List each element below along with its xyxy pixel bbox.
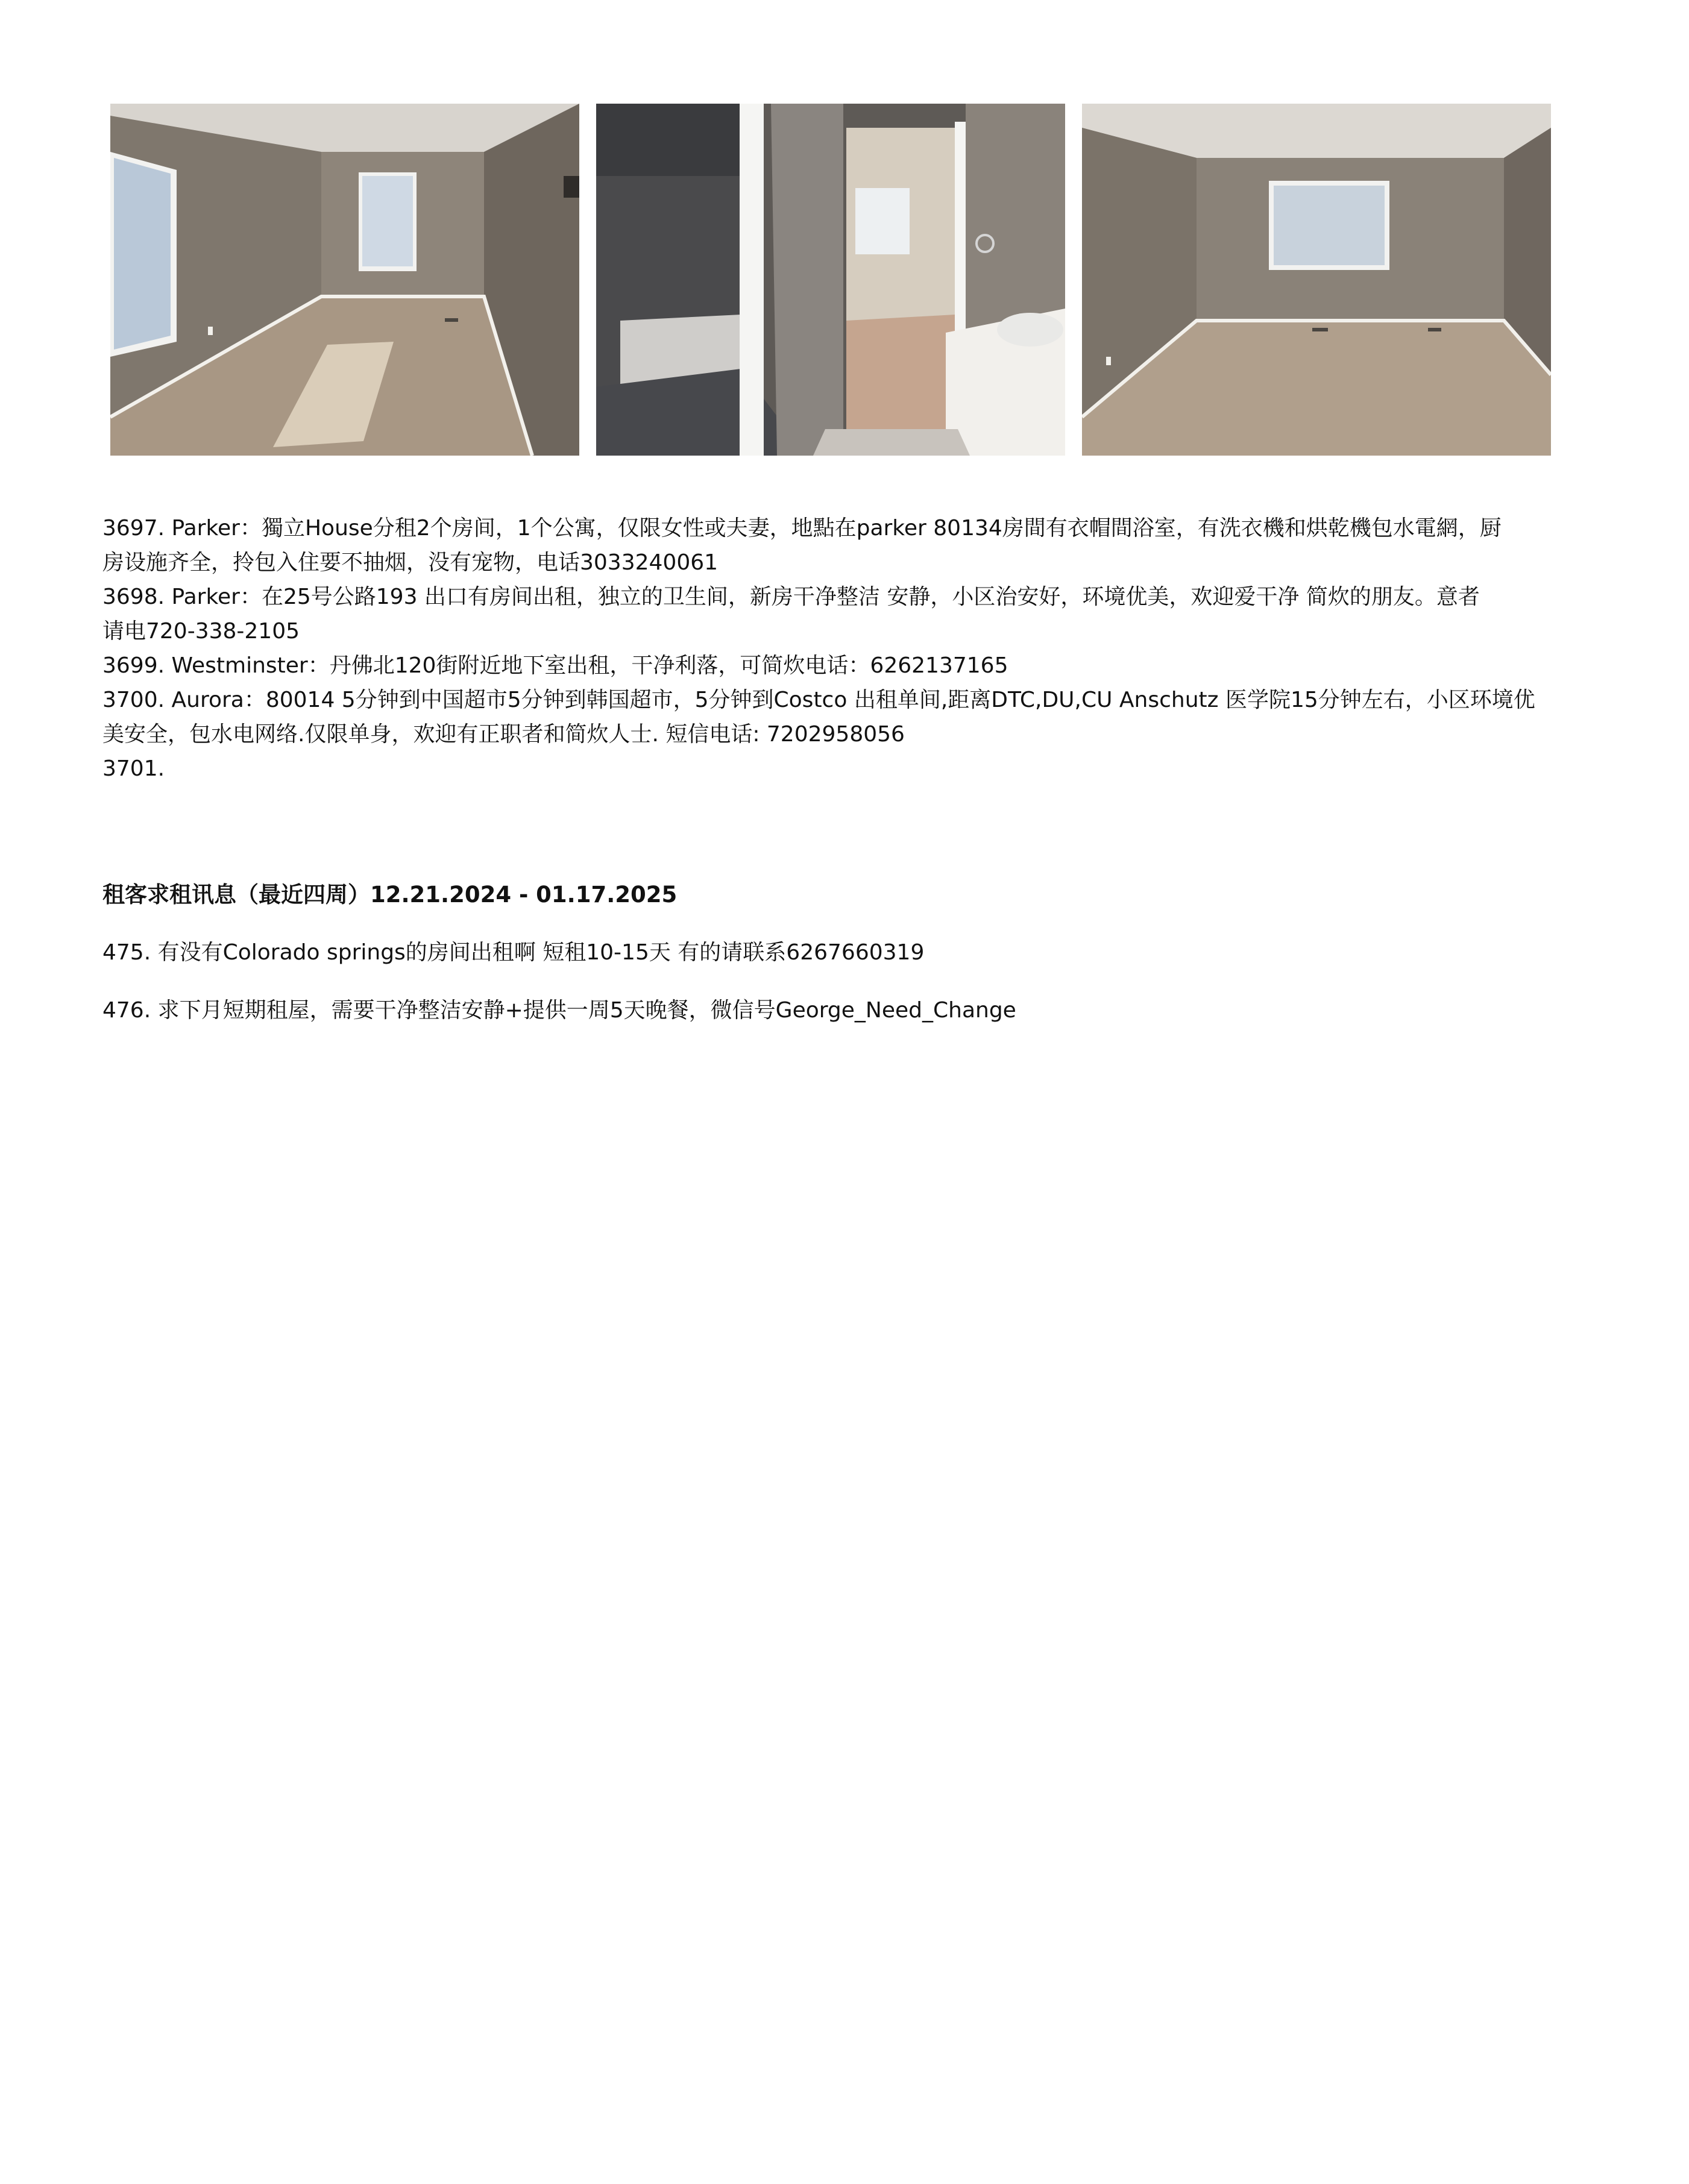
bathroom-photo: [596, 104, 1065, 456]
bedroom-photo-2: [1082, 104, 1551, 456]
listing-text: 请电720-338-2105: [102, 619, 300, 644]
listing-text: 3701.: [102, 756, 165, 781]
bedroom-photo-1-image: [110, 104, 579, 456]
bedroom-photo-1: [110, 104, 579, 456]
listing-3697: [102, 511, 1561, 580]
listing-text: 美安全，包水电网络.仅限单身，欢迎有正职者和简炊人士. 短信电话: 7202958056: [102, 722, 905, 747]
listing-text: 房设施齐全，拎包入住要不抽烟，没有宠物，电话3033240061: [102, 550, 719, 575]
seeker-item-476: 476. 求下月短期租屋，需要干净整洁安静+提供一周5天晚餐，微信号George_Need_Change: [102, 998, 1016, 1023]
bedroom-photo-2-image: [1082, 104, 1551, 456]
listing-3701: [102, 752, 1561, 786]
listing-3700: [102, 683, 1561, 752]
listing-text: 3698. Parker：在25号公路193 出口有房间出租，独立的卫生间，新房干净整洁 安静，小区治安好，环境优美，欢迎爱干净 简炊的朋友。意者: [102, 585, 1480, 609]
seeker-item-475: 475. 有没有Colorado springs的房间出租啊 短租10-15天 有的请联系6267660319: [102, 940, 925, 965]
listing-3699: [102, 648, 1561, 683]
listing-text: 3700. Aurora：80014 5分钟到中国超市5分钟到韩国超市，5分钟到Costco 出租单间,距离DTC,DU,CU Anschutz 医学院15分钟左右，小区环境优: [102, 688, 1535, 712]
seekers-section-title: 租客求租讯息（最近四周）12.21.2024 - 01.17.2025: [102, 882, 678, 908]
listing-3698: [102, 580, 1561, 648]
rental-listings: [102, 511, 1561, 786]
listing-text: 3699. Westminster：丹佛北120街附近地下室出租，干净利落，可简炊电话：6262137165: [102, 653, 1008, 678]
listing-text: 3697. Parker：獨立House分租2个房间，1个公寓，仅限女性或夫妻，地點在parker 80134房間有衣帽間浴室，有洗衣機和烘乾機包水電網，厨: [102, 516, 1502, 541]
bathroom-photo-image: [596, 104, 1065, 456]
